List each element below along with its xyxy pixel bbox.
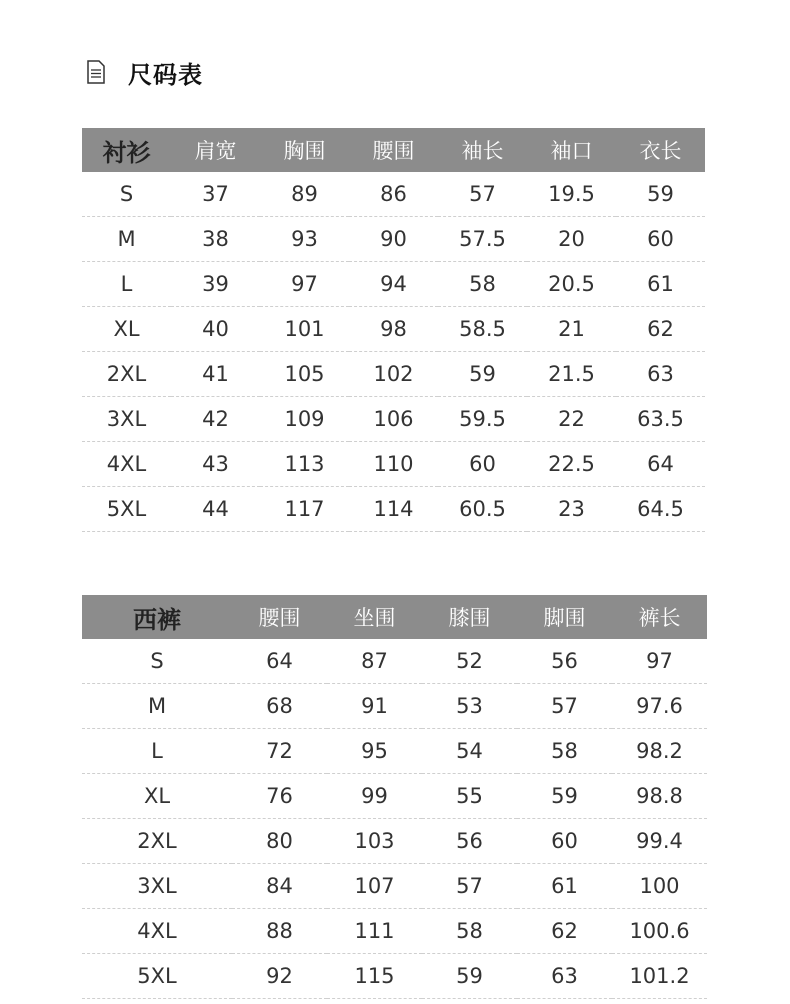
shirt-column-header: 肩宽 [171, 128, 260, 172]
pants-value-cell: 58 [517, 729, 612, 774]
pants-table-title: 西裤 [82, 595, 232, 639]
pants-column-header: 腰围 [232, 595, 327, 639]
pants-value-cell: 68 [232, 684, 327, 729]
shirt-size-cell: 2XL [82, 352, 171, 397]
shirt-value-cell: 113 [260, 442, 349, 487]
pants-value-cell: 59 [422, 954, 517, 999]
pants-column-header: 脚围 [517, 595, 612, 639]
shirt-table-row [82, 307, 705, 352]
shirt-size-cell: M [82, 217, 171, 262]
pants-value-cell: 97 [612, 639, 707, 684]
pants-value-cell: 98.2 [612, 729, 707, 774]
pants-value-cell: 61 [517, 864, 612, 909]
shirt-value-cell: 22 [527, 397, 616, 442]
shirt-size-cell: L [82, 262, 171, 307]
shirt-value-cell: 41 [171, 352, 260, 397]
shirt-table-row [82, 352, 705, 397]
shirt-value-cell: 98 [349, 307, 438, 352]
shirt-value-cell: 60 [616, 217, 705, 262]
shirt-table-row [82, 217, 705, 262]
pants-value-cell: 64 [232, 639, 327, 684]
pants-value-cell: 99.4 [612, 819, 707, 864]
pants-value-cell: 87 [327, 639, 422, 684]
pants-value-cell: 100.6 [612, 909, 707, 954]
shirt-value-cell: 114 [349, 487, 438, 532]
shirt-size-table [82, 128, 705, 532]
shirt-size-cell: 5XL [82, 487, 171, 532]
shirt-size-cell: 3XL [82, 397, 171, 442]
pants-value-cell: 99 [327, 774, 422, 819]
pants-size-cell: 5XL [82, 954, 232, 999]
pants-value-cell: 59 [517, 774, 612, 819]
shirt-value-cell: 94 [349, 262, 438, 307]
shirt-value-cell: 62 [616, 307, 705, 352]
shirt-size-cell: 4XL [82, 442, 171, 487]
document-icon [86, 60, 106, 84]
shirt-value-cell: 40 [171, 307, 260, 352]
pants-column-header: 膝围 [422, 595, 517, 639]
shirt-value-cell: 61 [616, 262, 705, 307]
pants-value-cell: 97.6 [612, 684, 707, 729]
shirt-value-cell: 20.5 [527, 262, 616, 307]
shirt-size-cell: XL [82, 307, 171, 352]
shirt-column-header: 衣长 [616, 128, 705, 172]
shirt-value-cell: 58.5 [438, 307, 527, 352]
shirt-value-cell: 59.5 [438, 397, 527, 442]
page-title: 尺码表 [128, 60, 203, 89]
pants-value-cell: 54 [422, 729, 517, 774]
shirt-value-cell: 110 [349, 442, 438, 487]
pants-value-cell: 56 [422, 819, 517, 864]
pants-column-header: 坐围 [327, 595, 422, 639]
shirt-value-cell: 44 [171, 487, 260, 532]
shirt-value-cell: 64.5 [616, 487, 705, 532]
pants-value-cell: 92 [232, 954, 327, 999]
pants-value-cell: 103 [327, 819, 422, 864]
shirt-value-cell: 93 [260, 217, 349, 262]
shirt-table-title: 衬衫 [82, 128, 171, 172]
shirt-value-cell: 59 [616, 172, 705, 217]
shirt-value-cell: 109 [260, 397, 349, 442]
shirt-value-cell: 63.5 [616, 397, 705, 442]
shirt-value-cell: 60 [438, 442, 527, 487]
shirt-table-row [82, 262, 705, 307]
shirt-value-cell: 105 [260, 352, 349, 397]
pants-size-cell: 3XL [82, 864, 232, 909]
pants-value-cell: 107 [327, 864, 422, 909]
pants-value-cell: 58 [422, 909, 517, 954]
shirt-value-cell: 21 [527, 307, 616, 352]
pants-size-cell: 2XL [82, 819, 232, 864]
shirt-column-header: 腰围 [349, 128, 438, 172]
shirt-value-cell: 102 [349, 352, 438, 397]
shirt-value-cell: 37 [171, 172, 260, 217]
shirt-value-cell: 57 [438, 172, 527, 217]
shirt-table-row [82, 172, 705, 217]
pants-value-cell: 60 [517, 819, 612, 864]
pants-table-row [82, 729, 707, 774]
shirt-value-cell: 19.5 [527, 172, 616, 217]
shirt-column-header: 袖口 [527, 128, 616, 172]
shirt-value-cell: 21.5 [527, 352, 616, 397]
pants-value-cell: 57 [422, 864, 517, 909]
pants-value-cell: 53 [422, 684, 517, 729]
pants-table-row [82, 819, 707, 864]
shirt-value-cell: 38 [171, 217, 260, 262]
shirt-value-cell: 106 [349, 397, 438, 442]
pants-table-row [82, 909, 707, 954]
shirt-value-cell: 101 [260, 307, 349, 352]
pants-table-row [82, 684, 707, 729]
shirt-size-cell: S [82, 172, 171, 217]
pants-size-cell: XL [82, 774, 232, 819]
pants-value-cell: 80 [232, 819, 327, 864]
shirt-value-cell: 22.5 [527, 442, 616, 487]
pants-table-row [82, 639, 707, 684]
shirt-value-cell: 60.5 [438, 487, 527, 532]
shirt-value-cell: 63 [616, 352, 705, 397]
pants-size-cell: 4XL [82, 909, 232, 954]
shirt-value-cell: 86 [349, 172, 438, 217]
shirt-value-cell: 20 [527, 217, 616, 262]
pants-value-cell: 111 [327, 909, 422, 954]
pants-value-cell: 56 [517, 639, 612, 684]
pants-table-row [82, 774, 707, 819]
pants-table-row [82, 954, 707, 999]
pants-value-cell: 100 [612, 864, 707, 909]
pants-value-cell: 91 [327, 684, 422, 729]
page-header [86, 56, 203, 88]
pants-value-cell: 98.8 [612, 774, 707, 819]
pants-value-cell: 76 [232, 774, 327, 819]
shirt-table-row [82, 442, 705, 487]
shirt-column-header: 胸围 [260, 128, 349, 172]
shirt-value-cell: 97 [260, 262, 349, 307]
shirt-column-header: 袖长 [438, 128, 527, 172]
pants-value-cell: 72 [232, 729, 327, 774]
shirt-value-cell: 59 [438, 352, 527, 397]
pants-table-row [82, 864, 707, 909]
pants-value-cell: 63 [517, 954, 612, 999]
shirt-value-cell: 117 [260, 487, 349, 532]
pants-value-cell: 88 [232, 909, 327, 954]
pants-value-cell: 95 [327, 729, 422, 774]
shirt-value-cell: 58 [438, 262, 527, 307]
shirt-value-cell: 43 [171, 442, 260, 487]
pants-value-cell: 101.2 [612, 954, 707, 999]
shirt-header-row [82, 128, 705, 172]
shirt-value-cell: 39 [171, 262, 260, 307]
shirt-value-cell: 64 [616, 442, 705, 487]
pants-value-cell: 55 [422, 774, 517, 819]
pants-value-cell: 84 [232, 864, 327, 909]
shirt-value-cell: 42 [171, 397, 260, 442]
shirt-value-cell: 89 [260, 172, 349, 217]
pants-column-header: 裤长 [612, 595, 707, 639]
pants-header-row [82, 595, 707, 639]
shirt-value-cell: 57.5 [438, 217, 527, 262]
pants-size-cell: M [82, 684, 232, 729]
pants-size-cell: L [82, 729, 232, 774]
pants-size-cell: S [82, 639, 232, 684]
pants-value-cell: 57 [517, 684, 612, 729]
pants-size-table [82, 595, 707, 999]
pants-value-cell: 115 [327, 954, 422, 999]
shirt-table-row [82, 397, 705, 442]
shirt-table-row [82, 487, 705, 532]
pants-value-cell: 52 [422, 639, 517, 684]
shirt-value-cell: 23 [527, 487, 616, 532]
shirt-value-cell: 90 [349, 217, 438, 262]
pants-value-cell: 62 [517, 909, 612, 954]
